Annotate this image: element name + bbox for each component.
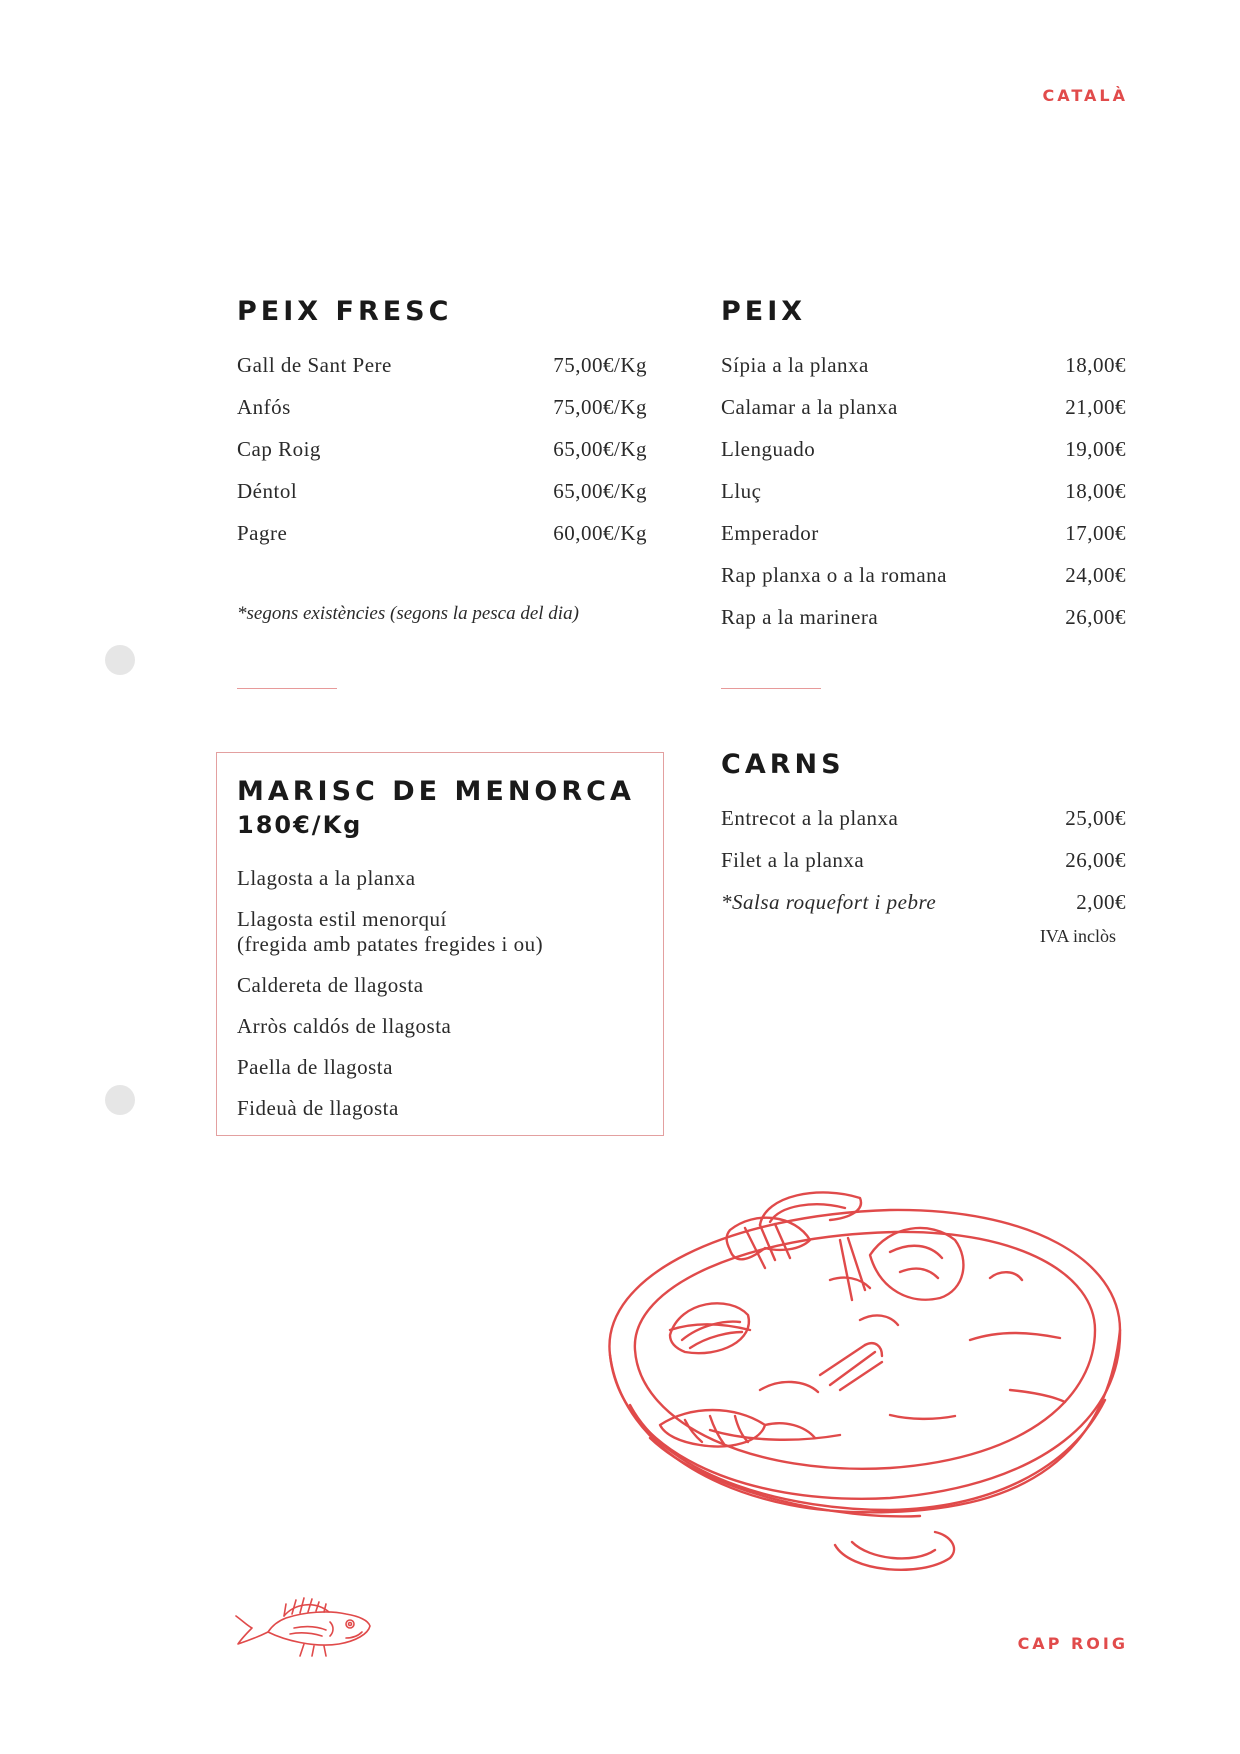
menu-item: Paella de llagosta [237, 1055, 393, 1079]
item-name: Filet a la planxa [721, 848, 865, 872]
menu-item [721, 847, 1126, 889]
menu-item [721, 889, 1126, 931]
scorpionfish-logo [234, 1596, 374, 1658]
menu-item: Fideuà de llagosta [237, 1096, 399, 1120]
menu-item [237, 520, 647, 562]
item-price: 65,00€/Kg [553, 479, 647, 503]
item-name: Calamar a la planxa [721, 395, 898, 419]
marisc-list [237, 866, 647, 1137]
peix-fresc-heading: PEIX FRESC [237, 296, 453, 327]
menu-item [721, 352, 1126, 394]
item-price: 2,00€ [1076, 890, 1126, 914]
item-price: 26,00€ [1065, 848, 1126, 872]
peix-heading: PEIX [721, 296, 807, 327]
item-price: 25,00€ [1065, 806, 1126, 830]
item-name: Emperador [721, 521, 819, 545]
item-price: 17,00€ [1065, 521, 1126, 545]
peix-list [721, 352, 1126, 646]
item-price: 75,00€/Kg [553, 395, 647, 419]
menu-item: Llagosta a la planxa [237, 866, 416, 890]
peix-fresc-list [237, 352, 647, 562]
item-name: Anfós [237, 395, 291, 419]
item-name: Déntol [237, 479, 298, 503]
item-name: *Salsa roquefort i pebre [721, 890, 937, 914]
menu-item [721, 805, 1126, 847]
menu-item: Caldereta de llagosta [237, 973, 424, 997]
menu-item [721, 478, 1126, 520]
menu-item [237, 436, 647, 478]
item-price: 60,00€/Kg [553, 521, 647, 545]
item-name: Entrecot a la planxa [721, 806, 899, 830]
menu-item [721, 604, 1126, 646]
menu-item: Arròs caldós de llagosta [237, 1014, 452, 1038]
section-divider [237, 688, 337, 689]
item-price: 18,00€ [1065, 479, 1126, 503]
item-name: Gall de Sant Pere [237, 353, 392, 377]
availability-note: *segons existències (segons la pesca del dia) [237, 603, 579, 624]
carns-list [721, 805, 1126, 931]
item-price: 24,00€ [1065, 563, 1126, 587]
item-price: 26,00€ [1065, 605, 1126, 629]
item-name: Sípia a la planxa [721, 353, 869, 377]
item-name: Llenguado [721, 437, 816, 461]
item-price: 65,00€/Kg [553, 437, 647, 461]
item-price: 21,00€ [1065, 395, 1126, 419]
language-label[interactable]: CATALÀ [1042, 86, 1128, 105]
menu-item [237, 478, 647, 520]
item-price: 19,00€ [1065, 437, 1126, 461]
item-name: Pagre [237, 521, 288, 545]
tax-note: IVA inclòs [1039, 926, 1116, 946]
marisc-heading: MARISC DE MENORCA [237, 776, 635, 807]
section-divider [721, 688, 821, 689]
menu-item [721, 436, 1126, 478]
item-price: 75,00€/Kg [553, 353, 647, 377]
marisc-price: 180€/Kg [237, 811, 363, 839]
menu-item-detail: (fregida amb patates fregides i ou) [237, 932, 544, 956]
binder-hole [105, 645, 135, 675]
menu-item [721, 520, 1126, 562]
item-price: 18,00€ [1065, 353, 1126, 377]
menu-item [721, 394, 1126, 436]
menu-item [721, 562, 1126, 604]
menu-item [237, 394, 647, 436]
menu-item: Llagosta estil menorquí [237, 907, 447, 931]
menu-item [237, 352, 647, 394]
brand-name: CAP ROIG [1017, 1634, 1128, 1653]
carns-heading: CARNS [721, 749, 845, 780]
caldereta-pot-illustration [590, 1180, 1130, 1580]
item-name: Lluç [721, 479, 762, 503]
item-name: Rap a la marinera [721, 605, 879, 629]
binder-hole [105, 1085, 135, 1115]
item-name: Rap planxa o a la romana [721, 563, 947, 587]
item-name: Cap Roig [237, 437, 321, 461]
